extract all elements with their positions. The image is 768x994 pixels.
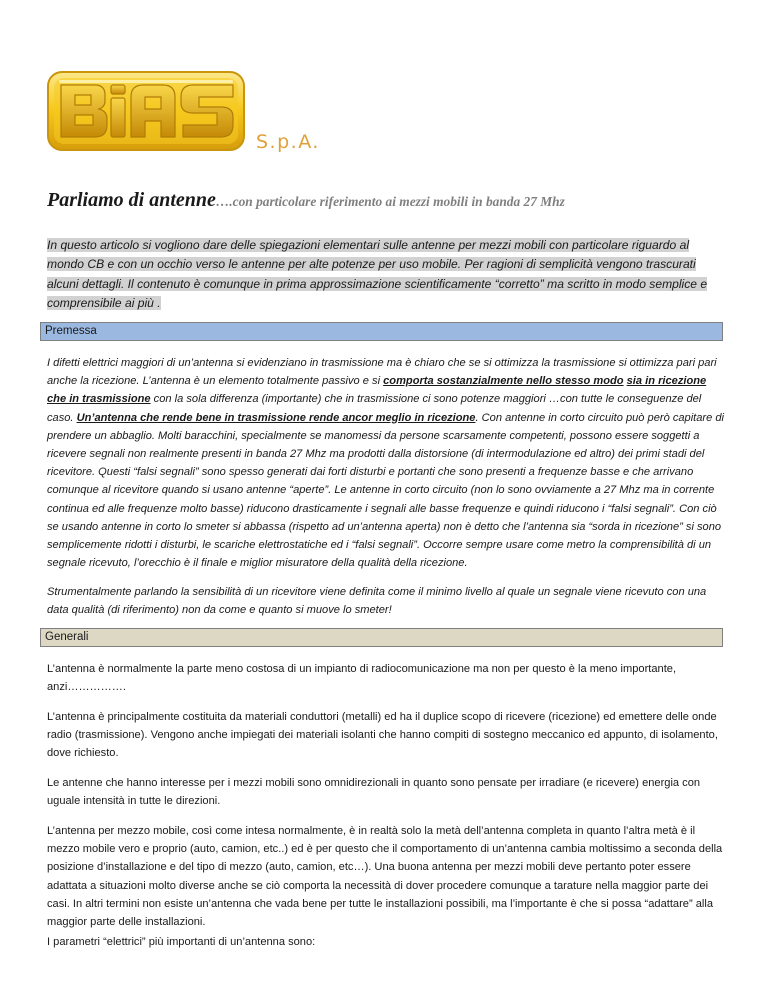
generali-paragraph-4: L’antenna per mezzo mobile, così come intesa normalmente, è in realtà solo la metà dell’antenna completa in quanto l’altra metà è il mezzo mobile vero e proprio (auto, camion, etc..) ed è per questo che il comportamento di un’antenna cambia moltissimo a seconda della posizione d’installazione e del tipo di mezzo (auto, camion, etc…). Una buona antenna per mezzi mobili deve pertanto poter essere adattata a situazioni molto diverse anche se ciò comporta la necessità di dover procedere comunque a tarature nella maggior parte dei casi. In altri termini non esiste un’antenna che vada bene per tutte le installazioni possibili, ma l’importante è che si possa “adattare” alla maggior parte delle installazioni. [47, 825, 723, 929]
generali-paragraph-3: Le antenne che hanno interesse per i mezzi mobili sono omnidirezionali in quanto sono pensate per irradiare (e ricevere) energia con uguale intensità in tutte le direzioni. [47, 777, 701, 808]
article-title [47, 189, 565, 212]
generali-paragraph-2: L’antenna è principalmente costituita da materiali conduttori (metalli) ed ha il duplice scopo di ricevere (ricezione) ed emettere delle onde radio (trasmissione). Vengono anche impiegati dei materiali isolanti che hanno compiti di sostegno meccanico ed appunto, di isolamento, dove richiesto. [47, 711, 718, 760]
emphasis-run: comporta sostanzialmente nello stesso modo [383, 375, 624, 388]
generali-paragraph-1: L’antenna è normalmente la parte meno costosa di un impianto di radiocomunicazione ma non per questo è la meno importante, anzi……………. [47, 663, 677, 694]
text-run: . Con antenne in corto circuito può però capitare di prendere un abbaglio. Molti baracchini, specialmente se manomessi da persone scarsamente competenti, possono essere soggetti a ricevere segnali non realmente presenti in banda 27 Mhz ma prodotti dalla distorsione (di intermodulazione ed altro) dei primi stadi del ricevitore. Questi “falsi segnali” sono spesso generati dai forti disturbi e portanti che sono presenti a frequenze basse e che arrivano comunque al ricevitore quando si usano antenne “aperte”. Le antenne in corto circuito (non lo sono ovviamente a 27 Mhz ma in corrente continua ed alle frequenze molto basse) riducono drasticamente i segnali alle basse frequenze e quindi riducono i “falsi segnali”. Con ciò se usando antenne in corto lo smeter si abbassa (rispetto ad un’antenna aperta) non è detto che l’antenna sia “sorda in ricezione” si sono semplicemente ridotti i disturbi, le scariche elettrostatiche ed i “falsi segnali”. Occorre sempre usare come metro la comprensibilità di un segnale ricevuto, l’orecchio è il finale e miglior misuratore della qualità della ricezione. [47, 411, 725, 570]
bias-logo-graphic [47, 71, 245, 151]
section-heading-premessa: Premessa [40, 322, 723, 341]
premessa-paragraph-1 [47, 354, 727, 572]
title-main: Parliamo di antenne [47, 189, 216, 211]
logo-suffix: S.p.A. [256, 131, 320, 153]
emphasis-run: sia in ricezione che in trasmissione [47, 375, 707, 406]
emphasis-run: Un’antenna che rende bene in trasmissione rende ancor meglio in ricezione [76, 411, 476, 424]
premessa-paragraph-2: Strumentalmente parlando la sensibilità di un ricevitore viene definita come il minimo livello al quale un segnale viene ricevuto con una data qualità (di riferimento) non da come e quanto si muove lo smeter! [47, 586, 707, 617]
intro-text: In questo articolo si vogliono dare delle spiegazioni elementari sulle antenne per mezzi mobili con particolare riguardo al mondo CB e con un occhio verso le antenne per alte potenze per uso mobile. Per ragioni di semplicità vengono trascurati alcuni dettagli. Il contenuto è comunque in prima approssimazione scientificamente “corretto” ma scritto in modo semplice e comprensibile ai più . [47, 238, 708, 311]
text-run: I difetti elettrici maggiori di un’antenna si evidenziano in trasmissione ma è chiaro che se si ottimizza la trasmissione si ottimizza pari pari anche la ricezione. L’antenna è un elemento totalmente passivo e si [47, 357, 717, 388]
text-run: con la sola differenza (importante) che in trasmissione ci sono potenze maggiori …con tutte le conseguenze del caso. [47, 393, 702, 424]
company-logo [47, 71, 245, 151]
section-heading-generali: Generali [40, 628, 723, 647]
intro-paragraph [47, 236, 727, 314]
generali-paragraph-5: I parametri “elettrici” più importanti di un’antenna sono: [47, 936, 316, 948]
title-subtitle: ….con particolare riferimento ai mezzi mobili in banda 27 Mhz [215, 194, 565, 209]
